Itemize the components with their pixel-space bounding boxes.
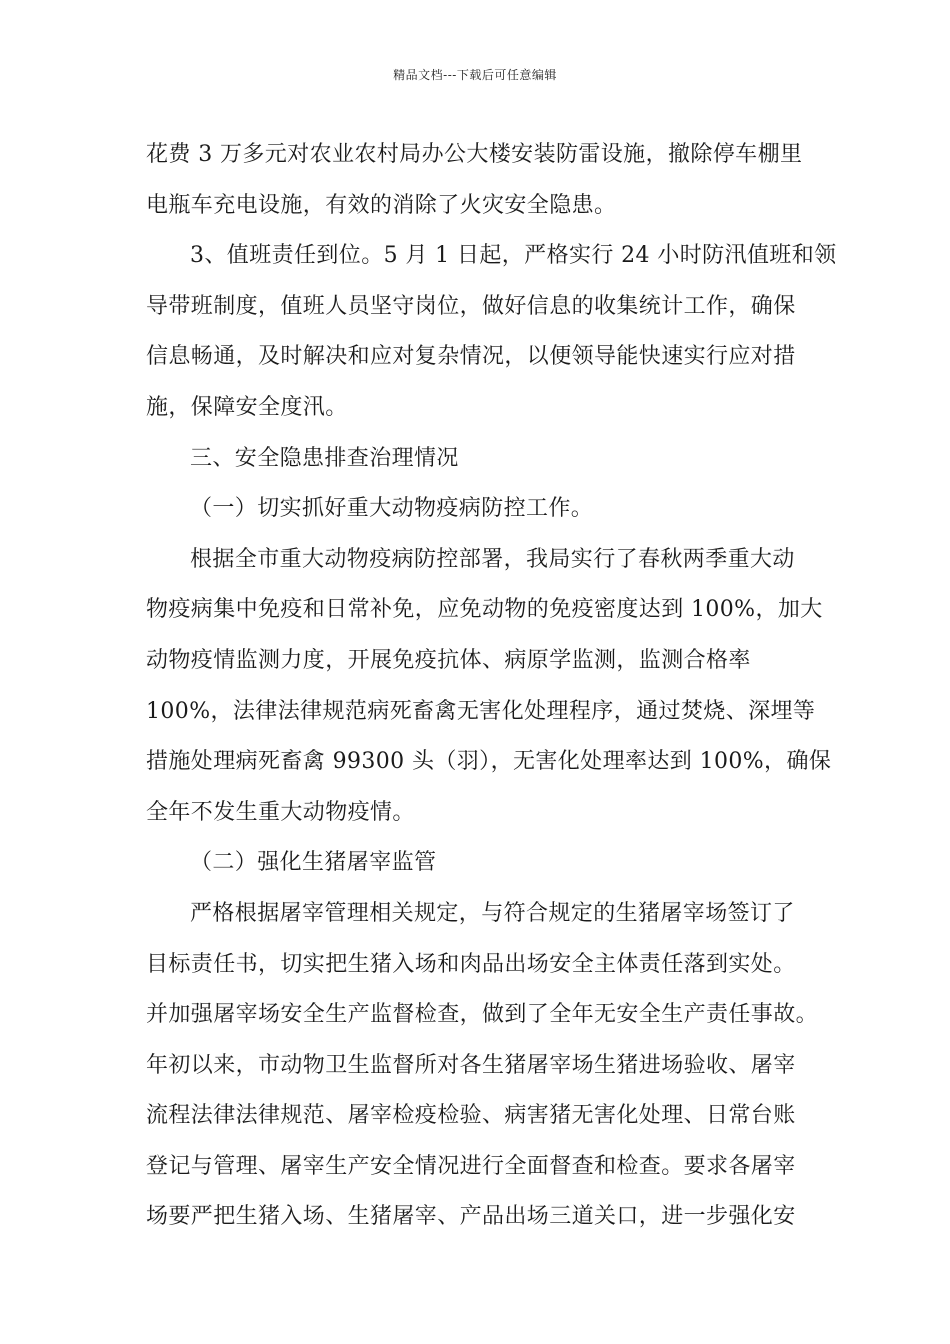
- text-line: 严格根据屠宰管理相关规定，与符合规定的生猪屠宰场签订了: [190, 900, 795, 926]
- text-line: 目标责任书，切实把生猪入场和肉品出场安全主体责任落到实处。: [146, 951, 796, 977]
- document-body: [146, 130, 837, 1243]
- text-line: 花费 3 万多元对农业农村局办公大楼安装防雷设施，撤除停车棚里: [146, 142, 803, 167]
- text-line: 根据全市重大动物疫病防控部署，我局实行了春秋两季重大动: [190, 546, 795, 572]
- page-header: 精品文档---下载后可任意编辑: [393, 68, 557, 82]
- text-line: 物疫病集中免疫和日常补免，应免动物的免疫密度达到 100%，加大: [146, 597, 823, 623]
- text-line: 并加强屠宰场安全生产监督检查，做到了全年无安全生产责任事故。: [146, 1002, 819, 1028]
- text-line: 信息畅通，及时解决和应对复杂情况，以便领导能快速实行应对措: [146, 344, 796, 370]
- text-line: 全年不发生重大动物疫情。: [146, 799, 415, 825]
- text-line: 100%，法律法律规范病死畜禽无害化处理程序，通过焚烧、深埋等: [146, 698, 816, 724]
- subsection-heading: （一）切实抓好重大动物疫病防控工作。: [190, 496, 594, 522]
- text-line: 登记与管理、屠宰生产安全情况进行全面督查和检查。要求各屠宰: [146, 1153, 796, 1179]
- text-line: 电瓶车充电设施，有效的消除了火灾安全隐患。: [146, 192, 617, 218]
- text-line: 施，保障安全度汛。: [146, 394, 348, 420]
- text-line: 动物疫情监测力度，开展免疫抗体、病原学监测，监测合格率: [146, 647, 751, 673]
- text-line: 场要严把生猪入场、生猪屠宰、产品出场三道关口，进一步强化安: [146, 1204, 796, 1230]
- text-line: 年初以来，市动物卫生监督所对各生猪屠宰场生猪进场验收、屠宰: [146, 1052, 796, 1078]
- text-line: 流程法律法律规范、屠宰检疫检验、病害猪无害化处理、日常台账: [146, 1103, 796, 1129]
- text-line: 3、值班责任到位。5 月 1 日起，严格实行 24 小时防汛值班和领: [190, 243, 837, 269]
- text-line: 措施处理病死畜禽 99300 头（羽），无害化处理率达到 100%，确保: [146, 749, 832, 775]
- subsection-heading: （二）强化生猪屠宰监管: [190, 850, 437, 876]
- section-heading: 三、安全隐患排查治理情况: [190, 445, 459, 471]
- text-line: 导带班制度，值班人员坚守岗位，做好信息的收集统计工作，确保: [146, 293, 796, 319]
